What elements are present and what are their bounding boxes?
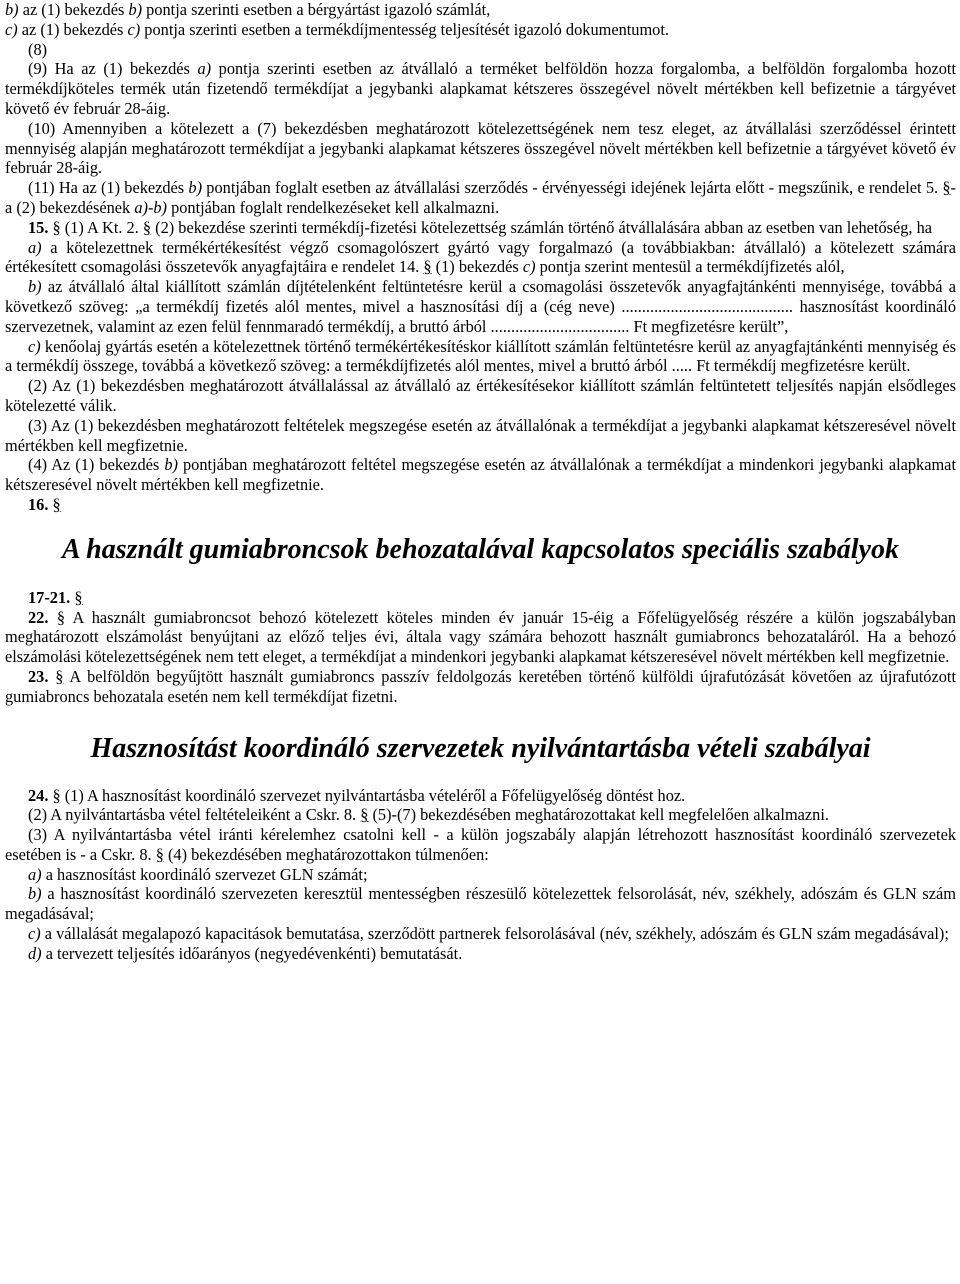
italic-marker: b)	[164, 455, 178, 475]
section-24-point-b	[5, 884, 956, 924]
section-sign: §	[74, 587, 83, 607]
text-run: (3) A nyilvántartásba vétel iránti kérelemhez csatolni kell - a külön jogszabály alapján létrehozott hasznosítást koordináló szervezetek esetében is - a Cskr. 8.	[5, 825, 956, 864]
italic-marker: c)	[127, 19, 141, 39]
text-run: az (1) bekezdés	[17, 19, 128, 39]
section-sign: §	[142, 217, 152, 237]
section-15-paragraph-2	[5, 376, 956, 416]
italic-marker: a)	[28, 864, 42, 884]
section-17-21	[5, 588, 956, 608]
section-sign: §	[423, 257, 432, 277]
text-run: A használt gumiabroncsot behozó kötelezett köteles minden év január 15-éig a Főfelügyelőség részére a külön jogszabályban meghatározott elszámolást benyújtani az előző teljes évi, általa vagy számára behozott használt gumiabroncs behozataláról. Ha a behozó elszámolási kötelezettségének nem tett eleget, a termékdíjat a mindenkori jegybanki alapkamat kétszeresével növelt mértékben kell megfizetnie.	[5, 607, 956, 667]
text-run: a tervezett teljesítés időarányos (negyedévenkénti) bemutatását.	[41, 943, 463, 963]
text-run: (1) bekezdés	[431, 257, 523, 277]
text-run: pontja szerint mentesül a termékdíjfizetés alól,	[535, 257, 845, 277]
italic-marker: c)	[522, 257, 536, 277]
italic-marker: c)	[28, 924, 41, 944]
section-15-paragraph-4	[5, 455, 956, 495]
text-run: (10) Amennyiben a kötelezett a (7) bekezdésben meghatározott kötelezettségének nem tesz eleget, az átvállalási szerződéssel érintett mennyiség alapján meghatározott termékdíjat a jegybanki alapkamat kétszeres összegével növelt mértékben kell befizetnie a tárgyévet követő év február 28-áig.	[5, 118, 956, 178]
italic-marker: b)	[5, 0, 19, 19]
text-run: pontjában foglalt esetben az átvállalási szerződés - érvényességi idejének lejárta előtt - megszűnik, e rendelet 5.	[202, 178, 943, 198]
text-run: -a (2) bekezdésének	[5, 178, 956, 217]
text-run: (2) Az (1) bekezdésben meghatározott átvállalással az átvállaló az értékesítésekor kiállított számlán feltüntetett teljesítés napján elsődleges kötelezetté válik.	[5, 376, 956, 415]
heading-coordinating-organisations: Hasznosítást koordináló szervezetek nyilvántartásba vételi szabályai	[90, 732, 871, 764]
text-run: pontjában foglalt rendelkezéseket kell alkalmazni.	[167, 197, 500, 217]
text-run: a kötelezettnek termékértékesítést végző csomagolószert gyártó vagy forgalmazó (a továbbiakban: átvállaló) a kötelezett számára értékesített csomagolási összetevők anyagfajtáira e rendelet 14.	[5, 237, 956, 277]
paragraph-10	[5, 119, 956, 178]
text-run: kenőolaj gyártás esetén a kötelezettnek történő termékértékesítéskor kiállított számlán feltüntetésre kerül az anyagfajtánkénti mennyiség és a termékdíj összege, továbbá a következő szöveg: a termékdíjfizetés alól mentes, mivel a bruttó árból ..... Ft termékdíj megfizetésre került.	[5, 336, 956, 376]
paragraph-b-line	[5, 0, 956, 20]
text-run: a hasznosítást koordináló szervezeten keresztül mentességben részesülő kötelezettek felsorolását, név, székhely, adószám és GLN szám megadásával;	[5, 884, 956, 924]
section-23	[5, 667, 956, 707]
section-sign: §	[942, 178, 951, 198]
section-number: 24.	[28, 785, 49, 805]
section-15-point-a	[5, 238, 956, 278]
italic-marker: b)	[28, 884, 42, 904]
italic-marker: a)	[28, 237, 42, 257]
section-15-paragraph-3	[5, 416, 956, 456]
text-run: (5)-(7) bekezdésében meghatározottakat kell megfelelően alkalmazni.	[368, 805, 829, 825]
italic-marker: a)	[197, 59, 212, 79]
italic-marker: a)-b)	[134, 197, 167, 217]
section-15-point-c	[5, 337, 956, 377]
text-run: (1) A Kt. 2.	[60, 217, 143, 237]
text-run: (3) Az (1) bekezdésben meghatározott feltételek megszegése esetén az átvállalónak a termékdíjat a jegybanki alapkamat kétszeresével növelt mértékben kell megfizetnie.	[5, 415, 956, 455]
text-run: a vállalását megalapozó kapacitások bemutatása, szerződött partnerek felsorolásával (név, székhely, adószám és GLN szám megadásával);	[40, 924, 949, 944]
text-run: (2) A nyilvántartásba vétel feltételeiként a Cskr. 8.	[28, 805, 361, 825]
text-run: (2) bekezdése szerinti termékdíj-fizetési kötelezettség számlán történő átvállalására abban az esetben van lehetőség, ha	[151, 217, 933, 237]
text-run: az (1) bekezdés	[18, 0, 129, 19]
text-run	[48, 608, 56, 627]
section-16	[5, 495, 956, 515]
section-sign: §	[56, 607, 65, 627]
italic-marker: d)	[28, 943, 42, 963]
paragraph-11	[5, 178, 956, 218]
italic-marker: c)	[5, 19, 18, 39]
section-15-paragraph-1	[5, 218, 956, 238]
section-sign: §	[155, 844, 164, 864]
section-24-paragraph-1	[5, 786, 956, 806]
section-number: 15.	[28, 217, 49, 237]
paragraph-c-line	[5, 20, 956, 40]
section-15-point-b	[5, 277, 956, 336]
text-run: A belföldön begyűjtött használt gumiabroncs passzív feldolgozás keretében történő külföldi újrafutózását követően az újrafutózott gumiabroncs behozatala esetén nem kell termékdíjat fizetni.	[5, 666, 956, 706]
heading-used-tyres: A használt gumiabroncsok behozatalával kapcsolatos speciális szabályok	[62, 533, 899, 565]
section-sign: §	[52, 494, 61, 514]
text-run: (4) Az (1) bekezdés	[28, 455, 165, 475]
text-run: az átvállaló által kiállított számlán díjtételenként feltüntetésre kerül a csomagolási összetevők anyagfajtánkénti mennyisége, továbbá a következő szöveg: „a termékdíj fizetés alól mentes, mivel a hasznosítási díj a (cég neve) .......................................... hasznosítást koordináló szervezetnek, valamint az ezen felül fennmaradó termékdíj, a bruttó árból .................................. Ft megfizetésre került”,	[5, 277, 956, 336]
section-number: 23.	[28, 666, 49, 686]
text-run: a hasznosítást koordináló szervezet GLN számát;	[41, 864, 368, 884]
italic-marker: b)	[188, 178, 203, 198]
section-number: 17-21.	[28, 587, 71, 607]
paragraph-8	[5, 40, 956, 60]
italic-marker: b)	[28, 277, 42, 297]
section-24-point-a	[5, 865, 956, 885]
italic-marker: c)	[28, 336, 41, 356]
text-run: (9) Ha az (1) bekezdés	[28, 59, 198, 79]
section-24-paragraph-3	[5, 825, 956, 865]
section-24-paragraph-2	[5, 805, 956, 825]
text-run: (1) A hasznosítást koordináló szervezet nyilvántartásba vételéről a Főfelügyelőség döntést hoz.	[60, 785, 686, 805]
text-run: pontja szerinti esetben a termékdíjmentesség teljesítését igazoló dokumentumot.	[140, 19, 669, 39]
section-24-point-c	[5, 924, 956, 944]
text-run: (4) bekezdésében meghatározottakon túlmenően:	[163, 844, 489, 864]
text-run: pontjában meghatározott feltétel megszegése esetén az átvállalónak a termékdíjat a mindenkori jegybanki alapkamat kétszeresével növelt mértékben kell megfizetnie.	[5, 455, 956, 495]
section-number: 16.	[28, 494, 49, 514]
text-run: pontja szerinti esetben a bérgyártást igazoló számlát,	[142, 0, 491, 19]
section-22	[5, 608, 956, 667]
section-sign: §	[360, 805, 369, 825]
section-sign: §	[55, 666, 64, 686]
section-24-point-d	[5, 944, 956, 964]
section-number: 22.	[28, 607, 49, 627]
section-sign: §	[52, 785, 61, 805]
text-run: (11) Ha az (1) bekezdés	[28, 178, 189, 198]
text-run: (8)	[28, 39, 48, 59]
paragraph-9	[5, 59, 956, 118]
section-sign: §	[52, 217, 61, 237]
italic-marker: b)	[128, 0, 143, 19]
text-run: pontja szerinti esetben az átvállaló a terméket belföldön hozza forgalomba, a belföldön forgalomba hozott termékdíjköteles termék után fizetendő termékdíjat a jegybanki alapkamat kétszeres összegével növelt mértékben kell befizetnie a tárgyévet követő év február 28-áig.	[5, 59, 956, 118]
